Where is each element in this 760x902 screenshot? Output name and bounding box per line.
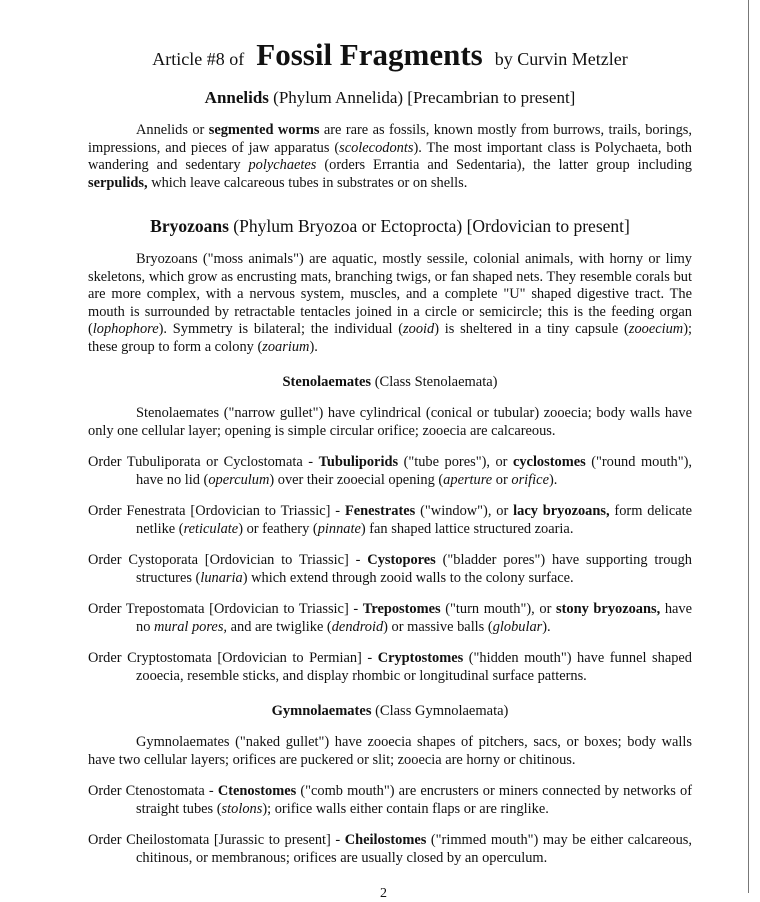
heading-name: Annelids xyxy=(204,88,269,107)
text: Annelids or xyxy=(136,122,209,138)
annelids-heading xyxy=(88,88,692,108)
term: Fenestrates xyxy=(344,503,416,519)
text: or xyxy=(492,471,512,488)
term: lunaria xyxy=(200,569,243,586)
text: and are twiglike ( xyxy=(227,618,332,635)
text: Order Tubuliporata or Cyclostomata - xyxy=(88,454,319,470)
text: Order Fenestrata [Ordovician to Triassic] - xyxy=(88,503,345,519)
heading-phylum: (Phylum Bryozoa or Ectoprocta) xyxy=(233,216,463,236)
heading-range: [Precambrian to present] xyxy=(407,88,576,107)
term: stony bryozoans, xyxy=(556,601,661,617)
term: aperture xyxy=(443,471,493,488)
term: segmented worms xyxy=(208,122,320,138)
text: Order Cheilostomata [Jurassic to present] - xyxy=(88,832,345,848)
text: ) fan shaped lattice structured zoaria. xyxy=(360,520,574,537)
term: Trepostomes xyxy=(362,601,441,617)
author-byline: by Curvin Metzler xyxy=(494,49,628,69)
text: which leave calcareous tubes in substrates or on shells. xyxy=(147,174,468,191)
page-edge-rule xyxy=(748,0,749,893)
article-header xyxy=(88,30,692,80)
series-title: Fossil Fragments xyxy=(256,37,483,72)
heading-phylum: (Phylum Annelida) xyxy=(273,88,404,107)
text: are rare as fossils, known mostly from burrows, trails, borings, impressions, and pieces of jaw apparatus ( xyxy=(88,122,692,156)
text: ). The most important class is Polychaeta, both wandering and sedentary xyxy=(88,139,692,173)
text: ) is sheltered in a tiny capsule ( xyxy=(434,321,629,337)
term: dendroid xyxy=(331,618,384,635)
order-fenestrata xyxy=(88,503,692,538)
term: zooecium xyxy=(628,321,684,337)
annelids-paragraph xyxy=(88,122,692,192)
text: (orders Errantia and Sedentaria), the latter group including xyxy=(316,157,692,173)
stenolaemates-intro: Stenolaemates ("narrow gullet") have cylindrical (conical or tubular) zooecia; body walls have only one cellular layer; opening is simple circular orifice; zooecia are calcareous. xyxy=(88,405,692,439)
article-number: Article #8 of xyxy=(152,49,245,69)
term: pinnate xyxy=(317,520,361,537)
order-cryptostomata xyxy=(88,650,692,685)
text: ("rimmed mouth") may be either calcareous, chitinous, or membranous; orifices are usually closed by an operculum. xyxy=(136,832,692,866)
term: globular xyxy=(492,618,543,635)
heading-name: Bryozoans xyxy=(150,216,229,236)
heading-name: Stenolaemates xyxy=(282,374,372,390)
text: ) or feathery ( xyxy=(238,520,318,537)
text: Order Cystoporata [Ordovician to Triassic] - xyxy=(88,552,368,568)
text: ). xyxy=(548,471,558,488)
text: ("hidden mouth") have funnel shaped zooecia, resemble sticks, and display rhombic or longitudinal surface patterns. xyxy=(136,650,692,684)
term: cyclostomes xyxy=(512,454,586,470)
term: zooid xyxy=(403,321,435,337)
term: Cryptostomes xyxy=(377,650,464,666)
text: ). Symmetry is bilateral; the individual ( xyxy=(158,321,404,337)
text: ("round mouth"), have no lid ( xyxy=(136,454,692,488)
heading-class: (Class Gymnolaemata) xyxy=(375,703,509,719)
bryozoans-heading xyxy=(88,216,692,237)
term: lacy bryozoans, xyxy=(513,503,610,519)
term: stolons xyxy=(221,800,263,817)
text: ("comb mouth") are encrusters or miners connected by networks of straight tubes ( xyxy=(136,783,693,817)
term: polychaetes xyxy=(248,157,317,173)
text: ("tube pores"), or xyxy=(398,454,513,470)
term: reticulate xyxy=(183,520,239,537)
text: ). xyxy=(309,338,318,355)
order-ctenostomata xyxy=(88,783,692,818)
gymnolaemates-intro: Gymnolaemates ("naked gullet") have zooecia shapes of pitchers, sacs, or boxes; body walls have two cellular layers; orifices are puckered or slit; zooecia are horny or chitinous. xyxy=(88,734,692,768)
text: ) over their zooecial opening ( xyxy=(269,471,444,488)
order-cheilostomata xyxy=(88,832,692,867)
text: Order Trepostomata [Ordovician to Triassic] - xyxy=(88,601,363,617)
text: ) which extend through zooid walls to the colony surface. xyxy=(242,569,574,586)
order-cystoporata xyxy=(88,552,692,587)
text: have no xyxy=(136,601,692,635)
term: Tubuliporids xyxy=(318,454,399,470)
term: orifice xyxy=(511,471,549,488)
term: Cystopores xyxy=(367,552,436,568)
term: serpulids, xyxy=(88,174,148,191)
term: mural pores, xyxy=(154,618,228,635)
term: Cheilostomes xyxy=(344,832,427,848)
gymnolaemates-heading xyxy=(88,703,692,720)
text: Order Ctenostomata - xyxy=(88,783,218,799)
text: ). xyxy=(542,618,551,635)
text: ("bladder pores") have supporting trough structures ( xyxy=(136,552,692,586)
heading-name: Gymnolaemates xyxy=(271,703,372,719)
bryozoans-paragraph xyxy=(88,251,692,356)
stenolaemates-heading xyxy=(88,374,692,391)
order-trepostomata xyxy=(88,601,692,636)
term: lophophore xyxy=(92,321,159,337)
page-number: 2 xyxy=(380,886,387,901)
text: ("window"), or xyxy=(415,503,514,519)
text: Bryozoans ("moss animals") are aquatic, mostly sessile, colonial animals, with horny or limy skeletons, which grow as encrusting mats, branching twigs, or fan shaped nets. They resemble corals but are more complex, with a nervous system, muscles, and a complete "U" shaped digestive tract. The mouth is surrounded by retractable tentacles joined in a circle or semicircle; this is the feeding organ ( xyxy=(88,251,692,337)
order-tubuliporata xyxy=(88,454,692,489)
term: zoarium xyxy=(262,338,310,355)
text: ("turn mouth"), or xyxy=(440,601,557,617)
term: Ctenostomes xyxy=(217,783,297,799)
text: form delicate netlike ( xyxy=(136,503,692,537)
heading-range: [Ordovician to present] xyxy=(466,216,630,236)
text: ); these group to form a colony ( xyxy=(88,321,692,355)
heading-class: (Class Stenolaemata) xyxy=(374,374,498,390)
article-page xyxy=(88,30,692,867)
text: ); orifice walls either contain flaps or are ringlike. xyxy=(262,800,549,817)
text: Order Cryptostomata [Ordovician to Permian] - xyxy=(88,650,378,666)
term: scolecodonts xyxy=(339,139,414,156)
text: ) or massive balls ( xyxy=(383,618,493,635)
term: operculum xyxy=(208,471,270,488)
